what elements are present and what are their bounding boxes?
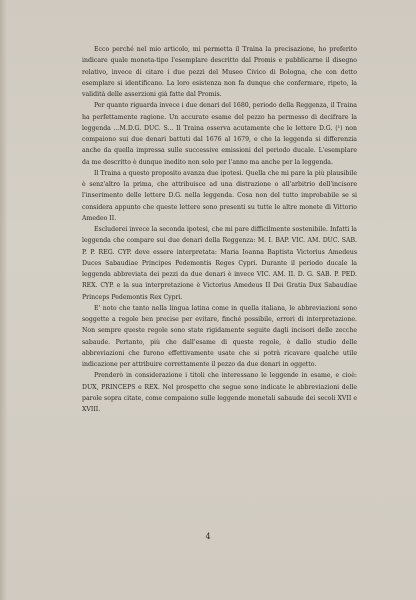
paragraph: Escluderei invece la seconda ipotesi, che mi pare difficilmente sostenibile. Infatti la leggenda che compare sui due denari della Reggenza: M. I. BAP. VIC. AM. DUC. SAB. P. P. REG. CYP. deve essere interpretata: Maria Ioanna Baptista Victorius Amedeus Duces Sabaudiae Principes Pedemontis Reges Cypri. Durante il periodo ducale la leggenda abbreviata dei pezzi da due denari è invece VIC. AM. II. D. G. SAB. P. PED. REX. CYP. e la sua interpretazione è Victorius Amedeus II Dei Gratia Dux Sabaudiae Princeps Pedemontis Rex Cypri. <box>82 226 357 301</box>
paragraph: Per quanto riguarda invece i due denari del 1680, periodo della Reggenza, il Traina ha perfettamente ragione. Un accurato esame del pezzo ha permesso di decifrare la leggenda ...M.D.G. DUC. S... Il Traina osserva acutamente che le lettere D.G. (¹) non compaiono sui due denari battuti dal 1676 al 1679, e che la leggenda si differenzia anche da quella impressa sulle successive emissioni del periodo ducale. L'esemplare da me descritto è dunque inedito non solo per l'anno ma anche per la leggenda. <box>82 102 357 166</box>
paragraph: Prenderò in considerazione i titoli che interessano le leggende in esame, e cioè: DUX, PRINCEPS e REX. Nel prospetto che segue sono indicate le abbreviazioni delle parole sopra citate, come compaiono sulle leggende monetali sabaude dei secoli XVII e XVIII. <box>82 372 357 413</box>
paragraph: Il Traina a questo proposito avanza due ipotesi. Quella che mi pare la più plausibile è senz'altro la prima, che attribuisce ad una distrazione o all'arbitrio dell'incisore l'inserimento delle lettere D.G. nella leggenda. Cosa non del tutto improbabile se si considera appunto che queste lettere sono presenti su tutte le altre monete di Vittorio Amedeo II. <box>82 169 357 222</box>
paragraph: Ecco perché nel mio articolo, mi permetta il Traina la precisazione, ho preferito indicare quale moneta-tipo l'esemplare descritto dal Promis e pubblicarne il disegno relativo, invece di citare i due pezzi del Museo Civico di Bologna, che con detto esemplare si identificano. La loro esistenza non fa dunque che confermare, ripeto, la validità delle asserzioni già fatte dal Promis. <box>82 46 357 98</box>
page-number: 4 <box>205 532 211 541</box>
paragraph: E' noto che tanto nella lingua latina come in quella italiana, le abbreviazioni sono soggette a regole ben precise per evitare, finché possibile, errori di interpretazione. Non sempre queste regole sono state rigidamente seguite dagli incisori delle zecche sabaude. Pertanto, più che dall'esame di queste regole, è dallo studio delle abbreviazioni che furono effettivamente usate che si potrà ricavare qualche utile indicazione per attribuire correttamente il pezzo da due denari in oggetto. <box>82 304 357 368</box>
body-text <box>82 44 357 415</box>
page-edge-shadow <box>0 0 7 600</box>
